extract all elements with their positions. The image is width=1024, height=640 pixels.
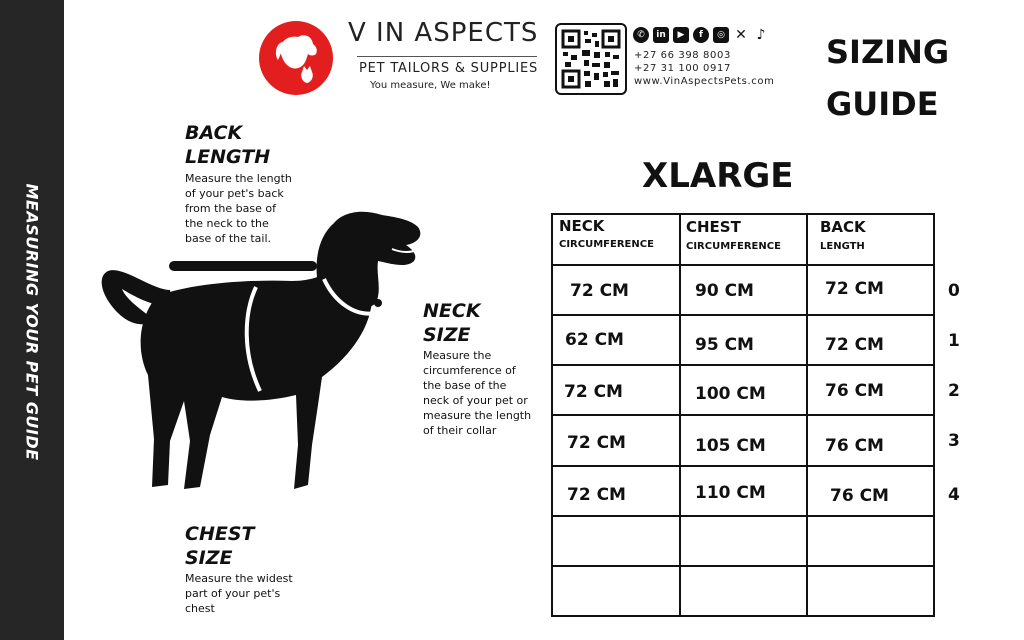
cell-chest: 95 CM [695,335,754,355]
back-length-title-line1: BACK [185,122,243,144]
brand-divider [357,56,537,57]
cell-neck: 72 CM [570,281,629,301]
youtube-icon[interactable]: ▶ [673,27,689,43]
brand-subtitle: PET TAILORS & SUPPLIES [359,61,539,76]
table-row-divider [553,264,933,266]
brand-logo [258,20,334,96]
sizing-guide-title [826,26,949,130]
neck-size-title-line2: SIZE [423,324,471,346]
instagram-icon[interactable]: ◎ [713,27,729,43]
back-length-desc-line: from the base of [185,202,276,215]
row-number: 1 [948,331,960,351]
header-neck-line1: NECK [559,217,605,235]
cell-back: 76 CM [825,436,884,456]
neck-size-description [423,348,531,438]
back-length-title [185,121,270,169]
header-neck-line2: CIRCUMFERENCE [559,239,654,250]
sizing-title-line1: SIZING [826,33,950,71]
brand-name: V IN ASPECTS [348,18,539,48]
table-row-divider [553,465,933,467]
chest-size-title-line2: SIZE [185,547,233,569]
row-number: 3 [948,431,960,451]
dog-silhouette [72,205,432,500]
row-number: 4 [948,485,960,505]
cell-neck: 62 CM [565,330,624,350]
header-chest-line1: CHEST [686,218,741,236]
cell-chest: 100 CM [695,384,766,404]
cell-back: 72 CM [825,335,884,355]
neck-size-desc-line: neck of your pet or [423,394,528,407]
header-back-line2: LENGTH [820,241,865,252]
neck-size-title-line1: NECK [423,300,481,322]
tiktok-icon[interactable]: ♪ [756,27,766,43]
back-length-desc-line: Measure the length [185,172,292,185]
chest-size-title-line1: CHEST [185,523,255,545]
cell-chest: 105 CM [695,436,766,456]
chest-size-description [185,571,293,616]
back-length-desc-line: of your pet's back [185,187,284,200]
chest-size-desc-line: chest [185,602,215,615]
table-row-divider [553,314,933,316]
cell-back: 76 CM [825,381,884,401]
table-row-divider [553,515,933,517]
linkedin-icon[interactable]: in [653,27,669,43]
neck-size-desc-line: of their collar [423,424,497,437]
neck-size-desc-line: circumference of [423,364,516,377]
x-icon[interactable]: ✕ [735,27,747,43]
row-number: 0 [948,281,960,301]
website-link[interactable]: www.VinAspectsPets.com [634,76,775,87]
neck-size-desc-line: the base of the [423,379,507,392]
qr-code[interactable] [555,23,627,95]
side-title: MEASURING YOUR PET GUIDE [22,183,42,461]
back-length-title-line2: LENGTH [185,146,271,168]
row-number: 2 [948,381,960,401]
sizing-table [551,213,935,617]
neck-size-title [423,299,481,347]
header-back-line1: BACK [820,218,866,236]
cell-neck: 72 CM [567,485,626,505]
brand-tagline: You measure, We make! [370,80,491,91]
size-name: XLARGE [642,156,794,196]
cell-neck: 72 CM [567,433,626,453]
cell-neck: 72 CM [564,382,623,402]
sizing-title-line2: GUIDE [826,85,939,123]
chest-size-desc-line: part of your pet's [185,587,281,600]
cell-back: 76 CM [830,486,889,506]
table-row-divider [553,364,933,366]
table-row-divider [553,414,933,416]
chest-size-title [185,522,254,570]
neck-size-desc-line: measure the length [423,409,532,422]
back-length-desc-line: base of the tail. [185,232,272,245]
neck-size-desc-line: Measure the [423,349,492,362]
chest-size-desc-line: Measure the widest [185,572,293,585]
cell-back: 72 CM [825,279,884,299]
whatsapp-icon[interactable]: ✆ [633,27,649,43]
back-length-desc-line: the neck to the [185,217,269,230]
social-icons [633,27,769,43]
phone-2[interactable]: +27 31 100 0917 [634,63,731,74]
table-row-divider [553,565,933,567]
phone-1[interactable]: +27 66 398 8003 [634,50,731,61]
cell-chest: 90 CM [695,281,754,301]
facebook-icon[interactable]: f [693,27,709,43]
header-chest-line2: CIRCUMFERENCE [686,241,781,252]
cell-chest: 110 CM [695,483,766,503]
